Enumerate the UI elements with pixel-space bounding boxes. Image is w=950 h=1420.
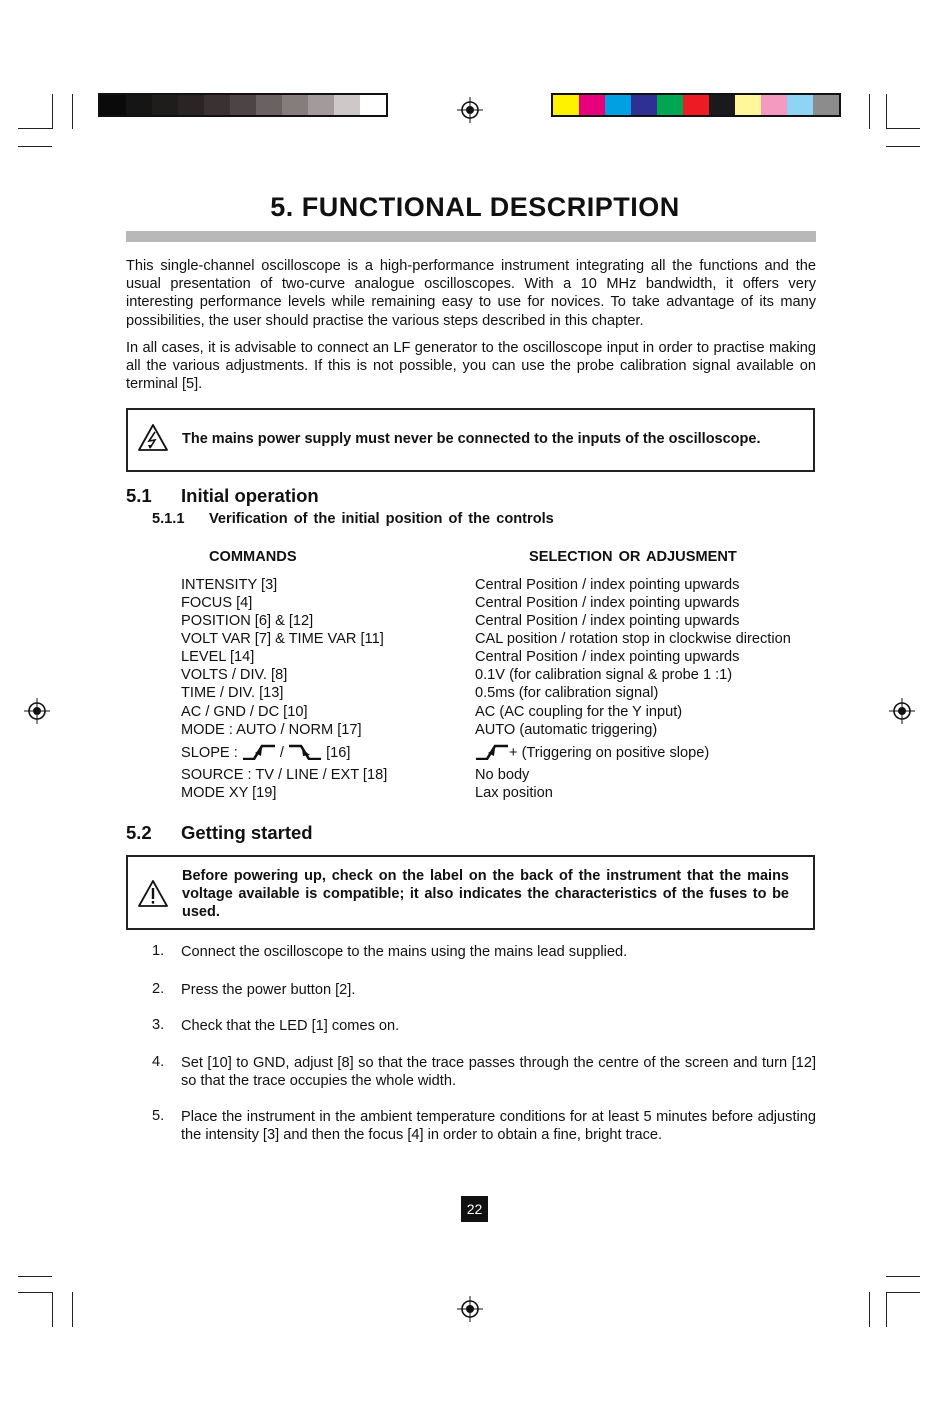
slope-separator: / [279, 745, 284, 761]
rising-edge-icon [475, 744, 509, 760]
command-cell: FOCUS [4] [181, 595, 253, 611]
high-voltage-warning-icon [137, 423, 169, 453]
command-cell: LEVEL [14] [181, 649, 255, 665]
setting-cell: Central Position / index pointing upwards [475, 613, 740, 629]
gray-swatch [126, 95, 152, 115]
gray-swatch [282, 95, 308, 115]
setting-cell: Central Position / index pointing upwards [475, 595, 740, 611]
slope-label: SLOPE : [181, 745, 238, 761]
gray-swatch [178, 95, 204, 115]
gray-swatch [308, 95, 334, 115]
gray-swatch [256, 95, 282, 115]
step-text: Set [10] to GND, adjust [8] so that the trace passes through the centre of the screen and turn [12] so that the trace occupies the whole width. [181, 1055, 816, 1090]
step-text: Connect the oscilloscope to the mains using the mains lead supplied. [181, 944, 628, 960]
slope-ref: [16] [326, 745, 351, 761]
subsection-title: Verification of the initial position of the controls [209, 511, 554, 527]
slope-setting-cell [475, 744, 709, 762]
step-number: 1. [152, 943, 165, 959]
setting-cell: CAL position / rotation stop in clockwise direction [475, 631, 791, 647]
step-number: 5. [152, 1108, 165, 1124]
command-cell: AC / GND / DC [10] [181, 704, 308, 720]
caution-warning-icon [137, 879, 169, 909]
color-swatch [579, 95, 605, 115]
color-swatch [605, 95, 631, 115]
setting-cell: AC (AC coupling for the Y input) [475, 704, 683, 720]
commands-header: COMMANDS [209, 549, 297, 565]
color-swatch [631, 95, 657, 115]
gray-swatch [152, 95, 178, 115]
setting-cell: 0.1V (for calibration signal & probe 1 :1) [475, 667, 733, 683]
intro-paragraph-2: In all cases, it is advisable to connect an LF generator to the oscilloscope input in order to practise making all the various adjustments. If this is not possible, you can use the probe calibration signal available on terminal [5]. [126, 340, 816, 393]
gray-swatch [100, 95, 126, 115]
step-number: 2. [152, 981, 165, 997]
command-cell: INTENSITY [3] [181, 577, 278, 593]
color-swatch [683, 95, 709, 115]
step-text: Place the instrument in the ambient temperature conditions for at least 5 minutes before adjusting the intensity [3] and then the focus [4] in order to obtain a fine, bright trace. [181, 1109, 816, 1144]
selection-header: SELECTION OR ADJUSMENT [529, 549, 737, 565]
color-swatch [735, 95, 761, 115]
gray-swatch [360, 95, 386, 115]
setting-cell: Central Position / index pointing upwards [475, 577, 740, 593]
rising-edge-icon [242, 744, 276, 760]
registration-mark-icon [889, 698, 915, 724]
command-cell: VOLT VAR [7] & TIME VAR [11] [181, 631, 384, 647]
command-cell: TIME / DIV. [13] [181, 685, 284, 701]
title-underline [126, 231, 816, 242]
color-swatch [761, 95, 787, 115]
slope-setting-text: + (Triggering on positive slope) [509, 745, 710, 761]
gray-swatch [230, 95, 256, 115]
color-swatch [657, 95, 683, 115]
warning-text: Before powering up, check on the label on the back of the instrument that the mains voltage available is compatible; it also indicates the characteristics of the fuses to be used. [182, 868, 789, 921]
gray-swatch [204, 95, 230, 115]
command-cell: MODE : AUTO / NORM [17] [181, 722, 362, 738]
registration-mark-icon [457, 1296, 483, 1322]
section-number: 5.2 [126, 822, 152, 843]
command-cell: MODE XY [19] [181, 785, 277, 801]
step-text: Check that the LED [1] comes on. [181, 1018, 400, 1034]
section-title: Initial operation [181, 485, 319, 506]
process-color-bar [551, 93, 841, 117]
warning-box-mains [126, 408, 815, 472]
setting-cell: AUTO (automatic triggering) [475, 722, 658, 738]
color-swatch [787, 95, 813, 115]
slope-command-cell [181, 744, 350, 762]
step-text: Press the power button [2]. [181, 982, 356, 998]
setting-cell: 0.5ms (for calibration signal) [475, 685, 659, 701]
color-swatch [813, 95, 839, 115]
command-cell: VOLTS / DIV. [8] [181, 667, 288, 683]
color-swatch [709, 95, 735, 115]
setting-cell: No body [475, 767, 530, 783]
command-cell: SOURCE : TV / LINE / EXT [18] [181, 767, 388, 783]
registration-mark-icon [457, 97, 483, 123]
section-title: Getting started [181, 822, 313, 843]
page-title: 5. FUNCTIONAL DESCRIPTION [270, 192, 680, 222]
warning-box-voltage [126, 855, 815, 930]
command-cell: POSITION [6] & [12] [181, 613, 314, 629]
section-number: 5.1 [126, 485, 152, 506]
gray-swatch [334, 95, 360, 115]
registration-mark-icon [24, 698, 50, 724]
warning-text: The mains power supply must never be connected to the inputs of the oscilloscope. [182, 431, 761, 447]
grayscale-color-bar [98, 93, 388, 117]
intro-paragraph-1: This single-channel oscilloscope is a high-performance instrument integrating all the functions and the usual presentation of two-curve analogue oscilloscopes. With a 10 MHz bandwidth, it offers very interesting performance levels while remaining easy to use for novices. To take advantage of its many possibilities, the user should practise the various steps described in this chapter. [126, 258, 816, 329]
setting-cell: Central Position / index pointing upwards [475, 649, 740, 665]
color-swatch [553, 95, 579, 115]
setting-cell: Lax position [475, 785, 553, 801]
step-number: 3. [152, 1017, 165, 1033]
step-number: 4. [152, 1054, 165, 1070]
falling-edge-icon [288, 744, 322, 760]
page-number: 22 [461, 1196, 488, 1222]
subsection-number: 5.1.1 [152, 511, 185, 527]
